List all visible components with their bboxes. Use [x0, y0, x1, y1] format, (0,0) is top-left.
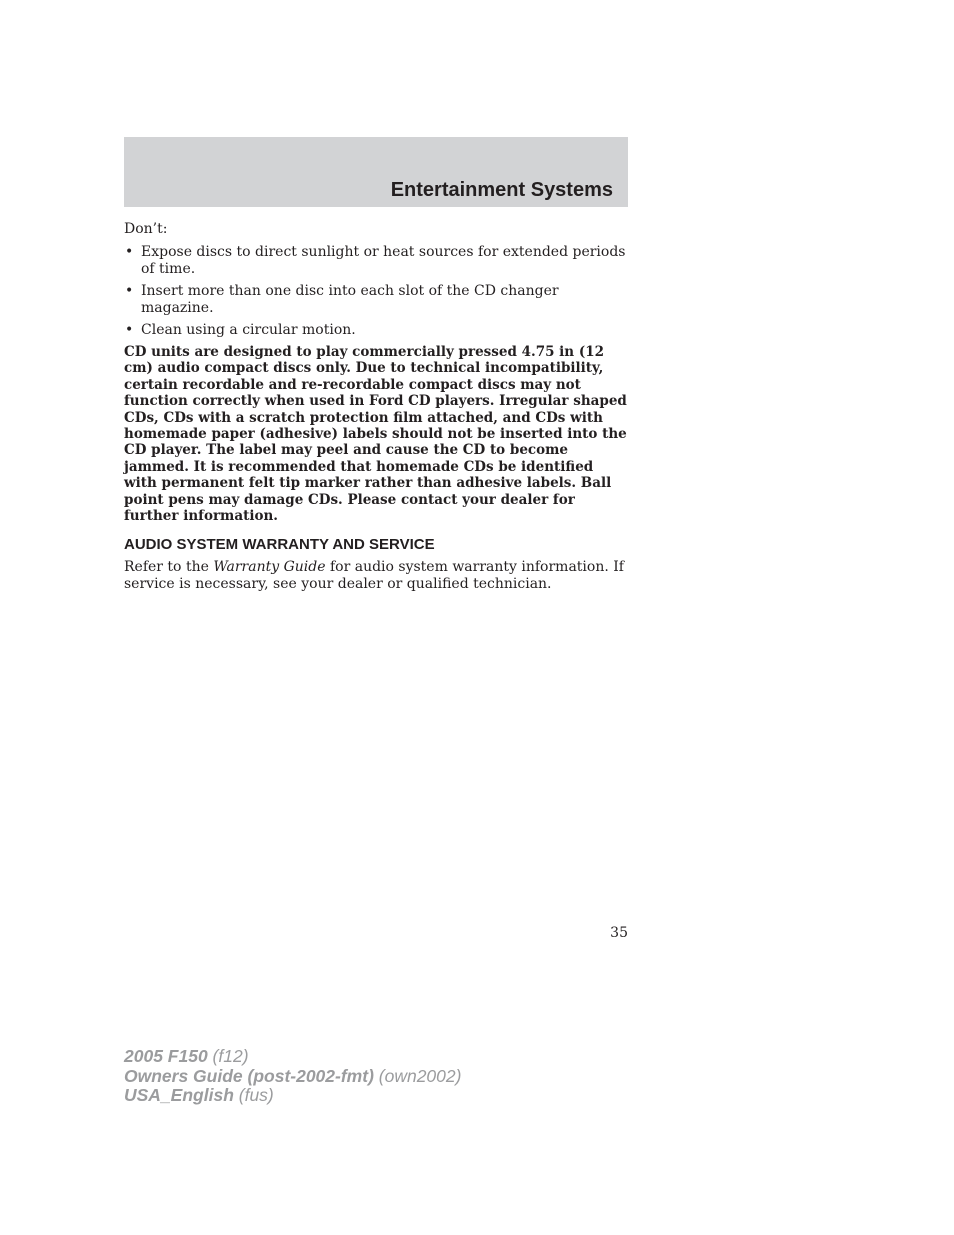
intro-text: Don’t: [124, 221, 168, 237]
document-footer [124, 1047, 461, 1106]
list-item-text: Insert more than one disc into each slot of the CD changer magazine. [141, 283, 559, 316]
footer-line-model [124, 1047, 461, 1067]
footer-line-guide [124, 1067, 461, 1087]
footer-model: 2005 F150 [124, 1046, 208, 1066]
footer-model-code: (f12) [207, 1046, 249, 1066]
section-header-band [124, 137, 628, 207]
warranty-heading: AUDIO SYSTEM WARRANTY AND SERVICE [124, 536, 435, 554]
footer-guide-code: (own2002) [373, 1065, 462, 1086]
bullet-icon: • [125, 283, 134, 299]
footer-guide: Owners Guide (post-2002-fmt) [124, 1065, 374, 1086]
footer-line-language [124, 1086, 461, 1106]
footer-language-code: (fus) [233, 1085, 274, 1105]
warranty-text-after: for audio system warranty information. If service is necessary, see your dealer or qualified technician. [124, 559, 624, 593]
cd-warning-paragraph: CD units are designed to play commercially pressed 4.75 in (12 cm) audio compact discs only. Due to technical incompatibility, certain recordable and re-recordable compact discs may not function correctly when used in Ford CD players. Irregular shaped CDs, CDs with a scratch protection film attached, and CDs with homemade paper (adhesive) labels should not be inserted into the CD player. The label may peel and cause the CD to become jammed. It is recommended that homemade CDs be identified with permanent felt tip marker rather than adhesive labels. Ball point pens may damage CDs. Please contact your dealer for further information. [124, 344, 627, 525]
list-item-text: Clean using a circular motion. [141, 322, 356, 338]
section-title: Entertainment Systems [390, 179, 613, 201]
list-item [124, 244, 630, 278]
warranty-text-before: Refer to the [124, 559, 214, 576]
bullet-icon: • [125, 244, 134, 260]
list-item [124, 322, 630, 339]
page-content [124, 221, 630, 593]
warranty-guide-title: Warranty Guide [213, 559, 326, 576]
list-item [124, 283, 630, 317]
list-item-text: Expose discs to direct sunlight or heat sources for extended periods of time. [141, 244, 626, 277]
bullet-icon: • [125, 322, 134, 338]
warranty-paragraph [124, 559, 630, 593]
footer-language: USA_English [124, 1085, 234, 1105]
page-number: 35 [610, 925, 628, 941]
dont-list [124, 244, 630, 339]
